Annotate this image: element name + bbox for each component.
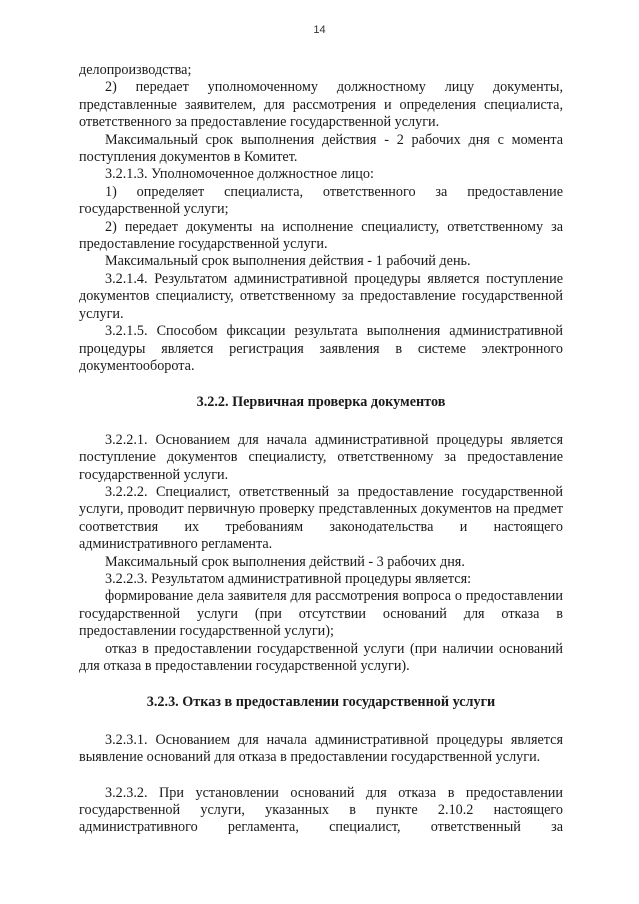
page-number: 14: [313, 24, 326, 36]
page-content: [79, 62, 563, 837]
paragraph: 3.2.1.3. Уполномоченное должностное лицо:: [105, 166, 374, 183]
paragraph: 3.2.3.1. Основанием для начала административной процедуры является выявление оснований для отказа в предоставлении государственной услуги.: [79, 731, 563, 766]
paragraph: 3.2.1.4. Результатом административной процедуры является поступление документов специалисту, ответственному за предоставление государственной услуги.: [79, 270, 563, 322]
paragraph: 3.2.2.2. Специалист, ответственный за предоставление государственной услуги, проводит первичную проверку представленных документов на предмет соответствия их требованиям законодательства и настоящего административного регламента.: [79, 483, 563, 553]
paragraph: отказ в предоставлении государственной услуги (при наличии оснований для отказа в предоставлении государственной услуги).: [79, 640, 563, 674]
section-heading-3-2-2: 3.2.2. Первичная проверка документов: [196, 394, 446, 411]
paragraph: Максимальный срок выполнения действия - 1 рабочий день.: [105, 253, 471, 270]
paragraph: 1) определяет специалиста, ответственного за предоставление государственной услуги;: [79, 183, 563, 218]
paragraph: 3.2.2.3. Результатом административной процедуры является:: [105, 570, 472, 587]
paragraph: Максимальный срок выполнения действий - 3 рабочих дня.: [105, 553, 465, 570]
paragraph: 2) передает уполномоченному должностному лицу документы, представленные заявителем, для рассмотрения и определения специалиста, ответственного за предоставление государственной услуги.: [79, 79, 563, 131]
paragraph: 3.2.3.2. При установлении оснований для отказа в предоставлении государственной услуги, указанных в пункте 2.10.2 настоящего административного регламента, специалист, ответственный за: [79, 784, 563, 836]
paragraph: делопроизводства;: [79, 62, 192, 78]
paragraph: 3.2.2.1. Основанием для начала административной процедуры является поступление документов специалисту, ответственному за предоставление государственной услуги.: [79, 431, 563, 483]
paragraph: формирование дела заявителя для рассмотрения вопроса о предоставлении государственной услуги (при отсутствии оснований для отказа в предоставлении государственной услуги);: [79, 588, 563, 640]
section-heading-3-2-3: 3.2.3. Отказ в предоставлении государственной услуги: [146, 694, 496, 711]
paragraph: Максимальный срок выполнения действия - 2 рабочих дня с момента поступления документов в Комитет.: [79, 131, 563, 166]
paragraph: 3.2.1.5. Способом фиксации результата выполнения административной процедуры является регистрация заявления в системе электронного документооборота.: [79, 323, 563, 374]
paragraph: 2) передает документы на исполнение специалисту, ответственному за предоставление государственной услуги.: [79, 218, 563, 253]
